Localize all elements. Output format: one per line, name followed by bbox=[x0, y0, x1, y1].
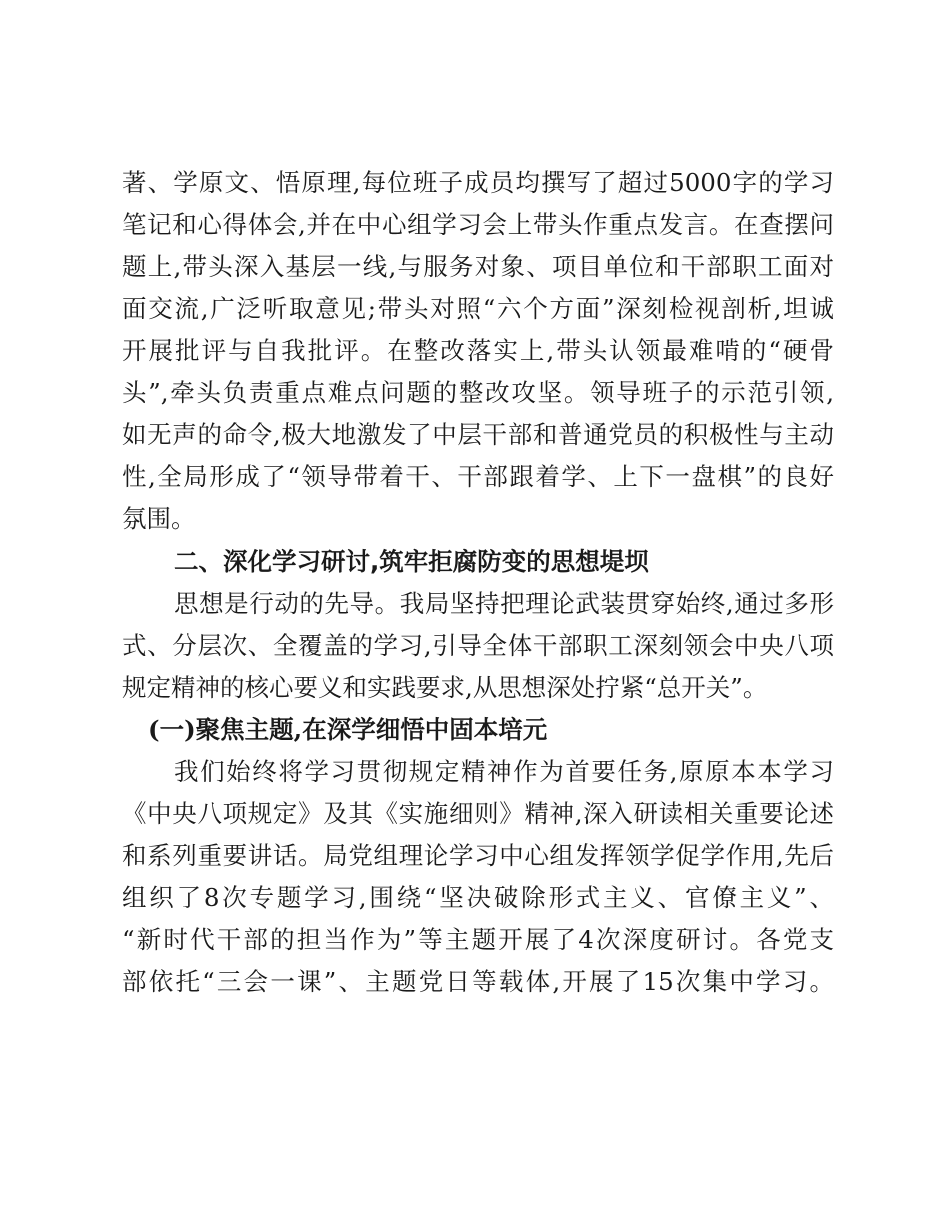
text-line: 组织了8次专题学习,围绕“坚决破除形式主义、官僚主义”、 bbox=[122, 883, 834, 912]
text-line: 式、分层次、全覆盖的学习,引导全体干部职工深刻领会中央八项 bbox=[122, 631, 834, 660]
text-line: 和系列重要讲话。局党组理论学习中心组发挥领学促学作用,先后 bbox=[122, 841, 834, 870]
paragraph-continued bbox=[122, 162, 834, 540]
paragraph-intro bbox=[122, 583, 834, 709]
text-line: 部依托“三会一课”、主题党日等载体,开展了15次集中学习。 bbox=[122, 967, 834, 996]
text-line: 题上,带头深入基层一线,与服务对象、项目单位和干部职工面对 bbox=[122, 252, 834, 281]
text-line: 头”,牵头负责重点难点问题的整改攻坚。领导班子的示范引领, bbox=[122, 378, 834, 407]
text-line: 笔记和心得体会,并在中心组学习会上带头作重点发言。在查摆问 bbox=[122, 210, 834, 239]
text-line: 面交流,广泛听取意见;带头对照“六个方面”深刻检视剖析,坦诚 bbox=[122, 294, 834, 323]
subsection-heading: (一)聚焦主题,在深学细悟中固本培元 bbox=[148, 715, 548, 744]
text-line: 规定精神的核心要义和实践要求,从思想深处拧紧“总开关”。 bbox=[122, 673, 768, 702]
paragraph-study bbox=[122, 751, 834, 1003]
text-line: “新时代干部的担当作为”等主题开展了4次深度研讨。各党支 bbox=[122, 925, 834, 954]
text-line: 著、学原文、悟原理,每位班子成员均撰写了超过5000字的学习 bbox=[122, 168, 834, 197]
document-body bbox=[122, 162, 834, 1003]
text-line: 我们始终将学习贯彻规定精神作为首要任务,原原本本学习 bbox=[174, 757, 834, 786]
text-line: 性,全局形成了“领导带着干、干部跟着学、上下一盘棋”的良好 bbox=[122, 462, 834, 491]
text-line: 氛围。 bbox=[122, 504, 196, 533]
text-line: 《中央八项规定》及其《实施细则》精神,深入研读相关重要论述 bbox=[122, 799, 834, 828]
section-heading: 二、深化学习研讨,筑牢拒腐防变的思想堤坝 bbox=[174, 547, 649, 576]
text-line: 思想是行动的先导。我局坚持把理论武装贯穿始终,通过多形 bbox=[174, 589, 834, 618]
text-line: 如无声的命令,极大地激发了中层干部和普通党员的积极性与主动 bbox=[122, 420, 834, 449]
text-line: 开展批评与自我批评。在整改落实上,带头认领最难啃的“硬骨 bbox=[122, 336, 834, 365]
